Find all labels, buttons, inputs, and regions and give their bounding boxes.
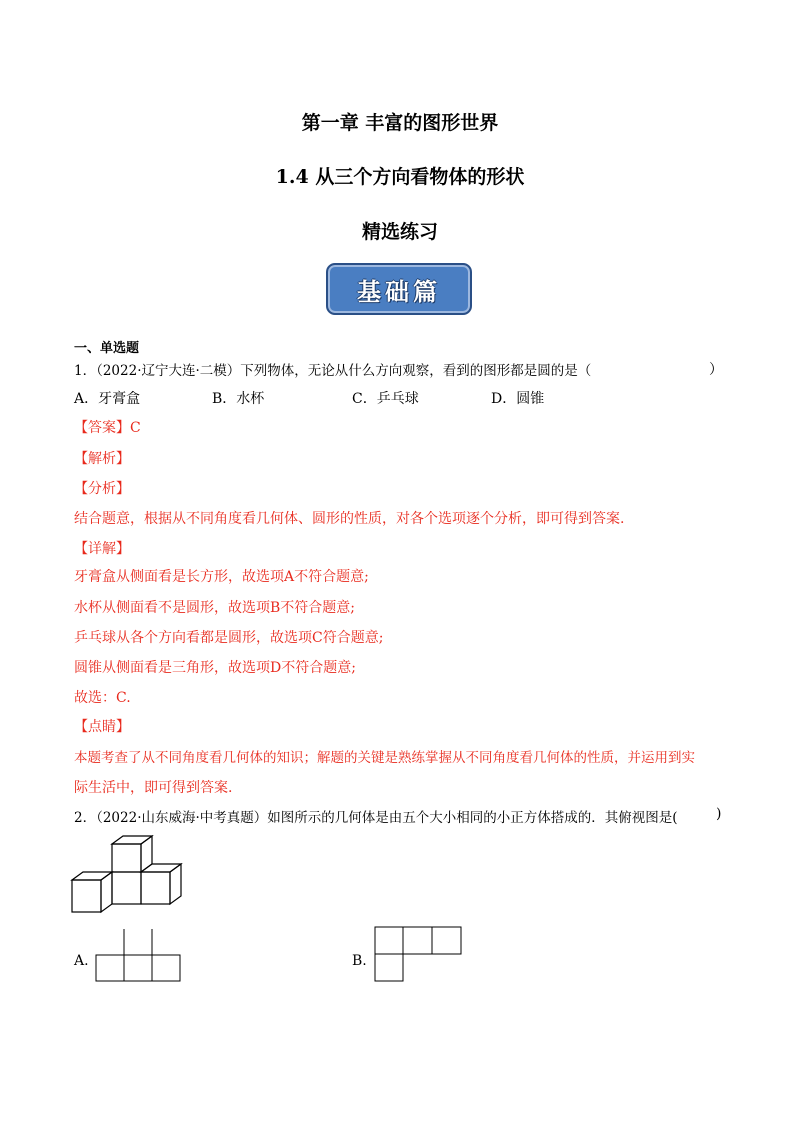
level-badge (326, 263, 472, 315)
option-b-view-diagram (374, 926, 462, 982)
question-1-detail-line: 乒乓球从各个方向看都是圆形，故选项C符合题意; (74, 630, 384, 646)
question-1-detail-line: 故选：C. (74, 690, 131, 706)
question-1-comment-tag: 【点睛】 (74, 719, 130, 735)
question-1-comment-line: 际生活中，即可得到答案. (74, 780, 233, 796)
question-2-option-a-label: A. (74, 953, 89, 969)
question-1-comment-line: 本题考查了从不同角度看几何体的知识；解题的关键是熟练掌握从不同角度看几何体的性质，并运用到实 (74, 750, 695, 766)
chapter-title: 第一章 丰富的图形世界 (301, 112, 499, 134)
question-1-detail-line: 水杯从侧面看不是圆形，故选项B不符合题意; (74, 600, 356, 616)
question-1-answer: 【答案】C (74, 420, 141, 436)
level-badge-label: 基础篇 (357, 276, 441, 306)
question-1-fenxi-tag: 【分析】 (74, 481, 130, 497)
question-2-close-paren: ) (716, 806, 722, 822)
question-1-option-c: C．乒乓球 (352, 391, 419, 407)
question-1-option-d: D．圆锥 (491, 391, 545, 407)
question-1-option-a: A．牙膏盒 (74, 391, 141, 407)
question-2-stem: 2．（2022·山东威海·中考真题）如图所示的几何体是由五个大小相同的小正方体搭成的．其俯视图是( (74, 810, 678, 826)
cube-stack-figure (70, 834, 190, 916)
question-1-option-b: B．水杯 (212, 391, 265, 407)
question-1-stem: 1．（2022·辽宁大连·二模）下列物体，无论从什么方向观察，看到的图形都是圆的是（ (74, 363, 592, 379)
question-1-detail-line: 圆锥从侧面看是三角形，故选项D不符合题意; (74, 660, 356, 676)
section-heading: 一、单选题 (74, 341, 140, 356)
question-1-detail-tag: 【详解】 (74, 541, 130, 557)
option-a-view-diagram (95, 928, 181, 982)
section-title: 1.4 从三个方向看物体的形状 (275, 166, 525, 188)
page-subtitle: 精选练习 (361, 221, 438, 243)
question-1-fenxi-text: 结合题意，根据从不同角度看几何体、圆形的性质，对各个选项逐个分析，即可得到答案. (74, 511, 625, 527)
question-2-option-b-label: B. (352, 953, 367, 969)
question-1-close-paren: ） (709, 362, 723, 378)
question-1-detail-line: 牙膏盒从侧面看是长方形，故选项A不符合题意; (74, 569, 369, 585)
question-1-analysis-tag: 【解析】 (74, 451, 130, 467)
